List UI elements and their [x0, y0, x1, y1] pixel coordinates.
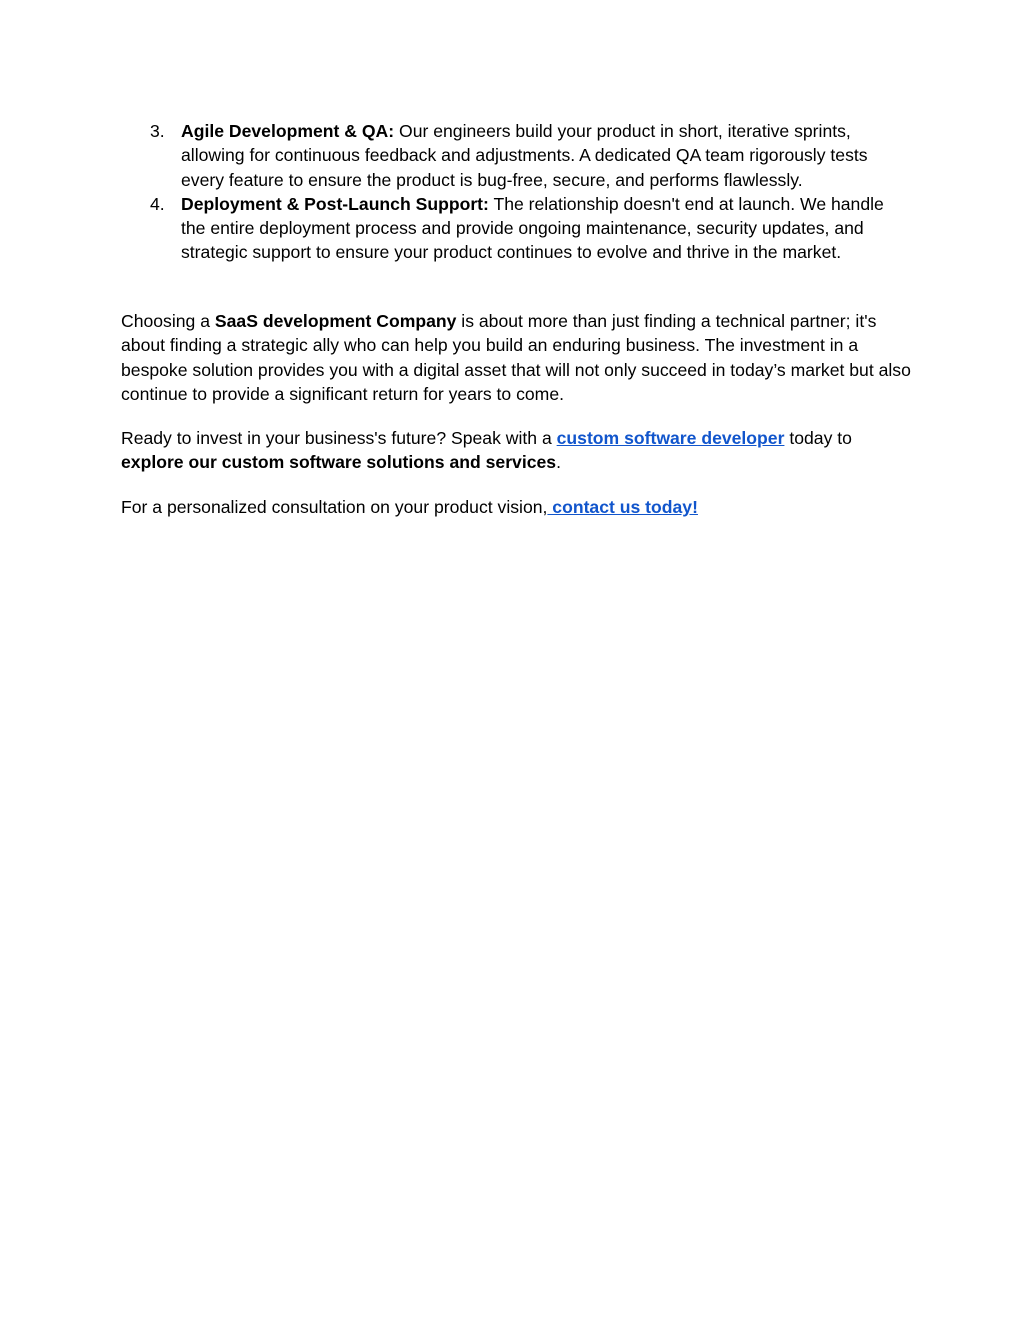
list-item	[121, 119, 911, 192]
list-item-term: Deployment & Post-Launch Support:	[181, 193, 489, 214]
list-item-text: Our engineers build your product in short, iterative sprints, allowing for continuous feedback and adjustments. A dedicated QA team rigorously tests every feature to ensure the product is bug-free, secure, and performs flawlessly.	[181, 121, 868, 190]
paragraph-text: Ready to invest in your business's future? Speak with a	[121, 428, 557, 448]
paragraph-bold-phrase: explore our custom software solutions and services	[121, 452, 557, 473]
paragraph-text: is about more than just finding a technical partner; it's about finding a strategic ally who can help you build an enduring business. The investment in a bespoke solution provides you with a digital asset that will not only succeed in today’s market but also continue to provide a significant return for years to come.	[121, 311, 911, 404]
paragraph-text: .	[556, 452, 561, 473]
paragraph-call-to-action	[121, 426, 911, 475]
numbered-list	[121, 119, 911, 265]
list-item	[121, 192, 911, 265]
list-item-number: 4.	[150, 193, 165, 214]
list-item-text: The relationship doesn't end at launch. We handle the entire deployment process and provide ongoing maintenance, security updates, and strategic support to ensure your product continues to evolve and thrive in the market.	[181, 193, 884, 263]
custom-software-developer-link[interactable]: custom software developer	[556, 428, 785, 448]
contact-us-link[interactable]: contact us today!	[547, 497, 698, 517]
list-item-term: Agile Development & QA:	[181, 121, 395, 141]
paragraph-saas-company	[121, 309, 911, 406]
paragraph-text: For a personalized consultation on your product vision,	[121, 497, 548, 517]
paragraph-consultation	[121, 495, 911, 519]
paragraph-bold-phrase: SaaS development Company	[214, 311, 457, 331]
list-item-number: 3.	[150, 121, 165, 141]
paragraph-text: Choosing a	[121, 311, 215, 331]
paragraph-text: today to	[784, 428, 852, 448]
